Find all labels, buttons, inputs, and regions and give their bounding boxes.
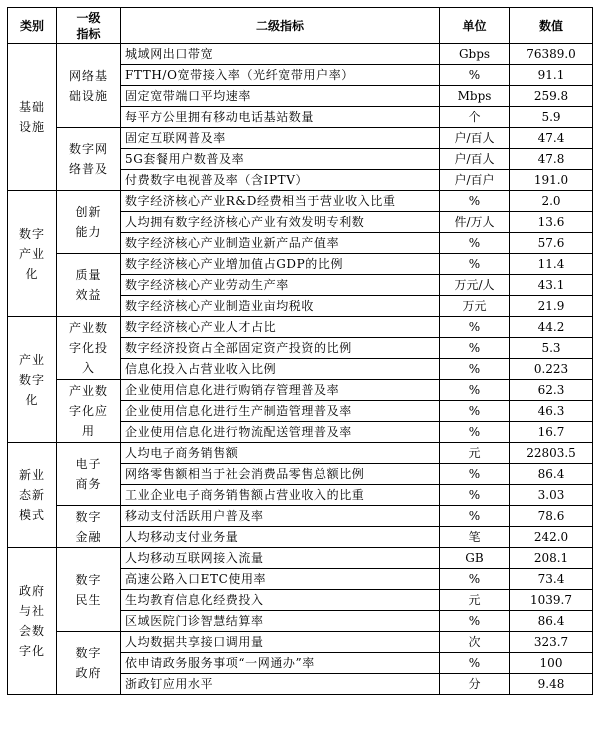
indicator-cell: 数字经济核心产业制造业新产品产值率: [121, 233, 440, 254]
value-cell: 76389.0: [510, 44, 593, 65]
table-row: [8, 191, 593, 212]
indicator-cell: 工业企业电子商务销售额占营业收入的比重: [121, 485, 440, 506]
unit-cell: 件/万人: [440, 212, 510, 233]
table-row: [8, 632, 593, 653]
indicator-cell: 企业使用信息化进行物流配送管理普及率: [121, 422, 440, 443]
value-cell: 191.0: [510, 170, 593, 191]
indicator-cell: 移动支付活跃用户普及率: [121, 506, 440, 527]
value-cell: 2.0: [510, 191, 593, 212]
value-cell: 47.8: [510, 149, 593, 170]
unit-cell: 户/百户: [440, 170, 510, 191]
value-cell: 47.4: [510, 128, 593, 149]
unit-cell: 元: [440, 590, 510, 611]
level1-cell: 电子 商务: [57, 443, 121, 506]
unit-cell: %: [440, 569, 510, 590]
indicator-cell: 企业使用信息化进行生产制造管理普及率: [121, 401, 440, 422]
unit-cell: %: [440, 317, 510, 338]
level1-cell: 数字网 络普及: [57, 128, 121, 191]
unit-cell: 元: [440, 443, 510, 464]
value-cell: 73.4: [510, 569, 593, 590]
value-cell: 259.8: [510, 86, 593, 107]
value-cell: 3.03: [510, 485, 593, 506]
level1-cell: 产业数 字化投 入: [57, 317, 121, 380]
value-cell: 1039.7: [510, 590, 593, 611]
value-cell: 86.4: [510, 464, 593, 485]
indicator-table: [7, 7, 593, 695]
value-cell: 0.223: [510, 359, 593, 380]
value-cell: 44.2: [510, 317, 593, 338]
value-cell: 46.3: [510, 401, 593, 422]
unit-cell: %: [440, 65, 510, 86]
unit-cell: 户/百人: [440, 128, 510, 149]
level1-cell: 创新 能力: [57, 191, 121, 254]
value-cell: 62.3: [510, 380, 593, 401]
value-cell: 16.7: [510, 422, 593, 443]
value-cell: 13.6: [510, 212, 593, 233]
indicator-cell: 依申请政务服务事项“一网通办”率: [121, 653, 440, 674]
indicator-cell: 5G套餐用户数普及率: [121, 149, 440, 170]
unit-cell: %: [440, 653, 510, 674]
indicator-cell: 数字经济核心产业R&D经费相当于营业收入比重: [121, 191, 440, 212]
indicator-cell: 城域网出口带宽: [121, 44, 440, 65]
indicator-cell: 人均数据共享接口调用量: [121, 632, 440, 653]
category-cell: 基础 设施: [8, 44, 57, 191]
indicator-cell: 数字经济核心产业人才占比: [121, 317, 440, 338]
header-value: 数值: [510, 8, 593, 44]
indicator-cell: 付费数字电视普及率（含IPTV）: [121, 170, 440, 191]
table-row: [8, 317, 593, 338]
indicator-cell: 固定互联网普及率: [121, 128, 440, 149]
unit-cell: %: [440, 359, 510, 380]
indicator-cell: 人均移动支付业务量: [121, 527, 440, 548]
unit-cell: 万元/人: [440, 275, 510, 296]
table-row: [8, 443, 593, 464]
unit-cell: %: [440, 233, 510, 254]
value-cell: 242.0: [510, 527, 593, 548]
unit-cell: %: [440, 254, 510, 275]
value-cell: 86.4: [510, 611, 593, 632]
unit-cell: %: [440, 422, 510, 443]
unit-cell: %: [440, 401, 510, 422]
unit-cell: %: [440, 485, 510, 506]
indicator-cell: 网络零售额相当于社会消费品零售总额比例: [121, 464, 440, 485]
unit-cell: 万元: [440, 296, 510, 317]
table-row: [8, 44, 593, 65]
unit-cell: 个: [440, 107, 510, 128]
indicator-cell: 高速公路入口ETC使用率: [121, 569, 440, 590]
value-cell: 57.6: [510, 233, 593, 254]
table-row: [8, 506, 593, 527]
table-row: [8, 380, 593, 401]
unit-cell: GB: [440, 548, 510, 569]
category-cell: 新业 态新 模式: [8, 443, 57, 548]
level1-cell: 网络基 础设施: [57, 44, 121, 128]
level1-cell: 质量 效益: [57, 254, 121, 317]
indicator-cell: 人均移动互联网接入流量: [121, 548, 440, 569]
value-cell: 9.48: [510, 674, 593, 695]
indicator-cell: 每平方公里拥有移动电话基站数量: [121, 107, 440, 128]
unit-cell: %: [440, 506, 510, 527]
unit-cell: Gbps: [440, 44, 510, 65]
table-row: [8, 254, 593, 275]
category-cell: 产业 数字 化: [8, 317, 57, 443]
header-level2: 二级指标: [121, 8, 440, 44]
table-row: [8, 128, 593, 149]
value-cell: 43.1: [510, 275, 593, 296]
indicator-cell: 浙政钉应用水平: [121, 674, 440, 695]
indicator-cell: 企业使用信息化进行购销存管理普及率: [121, 380, 440, 401]
indicator-cell: 生均教育信息化经费投入: [121, 590, 440, 611]
table-row: [8, 548, 593, 569]
category-cell: 政府 与社 会数 字化: [8, 548, 57, 695]
unit-cell: %: [440, 380, 510, 401]
indicator-cell: 数字经济核心产业增加值占GDP的比例: [121, 254, 440, 275]
value-cell: 78.6: [510, 506, 593, 527]
indicator-cell: 数字经济投资占全部固定资产投资的比例: [121, 338, 440, 359]
indicator-cell: FTTH/O宽带接入率（光纤宽带用户率）: [121, 65, 440, 86]
unit-cell: 次: [440, 632, 510, 653]
value-cell: 11.4: [510, 254, 593, 275]
value-cell: 323.7: [510, 632, 593, 653]
level1-cell: 数字 民生: [57, 548, 121, 632]
header-category: 类别: [8, 8, 57, 44]
unit-cell: 笔: [440, 527, 510, 548]
indicator-cell: 数字经济核心产业劳动生产率: [121, 275, 440, 296]
level1-cell: 数字 政府: [57, 632, 121, 695]
unit-cell: Mbps: [440, 86, 510, 107]
value-cell: 5.9: [510, 107, 593, 128]
indicator-cell: 区域医院门诊智慧结算率: [121, 611, 440, 632]
unit-cell: %: [440, 191, 510, 212]
header-unit: 单位: [440, 8, 510, 44]
header-row: [8, 8, 593, 44]
indicator-cell: 人均电子商务销售额: [121, 443, 440, 464]
value-cell: 5.3: [510, 338, 593, 359]
unit-cell: 分: [440, 674, 510, 695]
header-level1: 一级 指标: [57, 8, 121, 44]
value-cell: 91.1: [510, 65, 593, 86]
category-cell: 数字 产业 化: [8, 191, 57, 317]
unit-cell: 户/百人: [440, 149, 510, 170]
unit-cell: %: [440, 611, 510, 632]
value-cell: 22803.5: [510, 443, 593, 464]
indicator-cell: 信息化投入占营业收入比例: [121, 359, 440, 380]
unit-cell: %: [440, 338, 510, 359]
level1-cell: 数字 金融: [57, 506, 121, 548]
indicator-cell: 固定宽带端口平均速率: [121, 86, 440, 107]
value-cell: 100: [510, 653, 593, 674]
value-cell: 208.1: [510, 548, 593, 569]
level1-cell: 产业数 字化应 用: [57, 380, 121, 443]
value-cell: 21.9: [510, 296, 593, 317]
indicator-cell: 数字经济核心产业制造业亩均税收: [121, 296, 440, 317]
indicator-cell: 人均拥有数字经济核心产业有效发明专利数: [121, 212, 440, 233]
unit-cell: %: [440, 464, 510, 485]
